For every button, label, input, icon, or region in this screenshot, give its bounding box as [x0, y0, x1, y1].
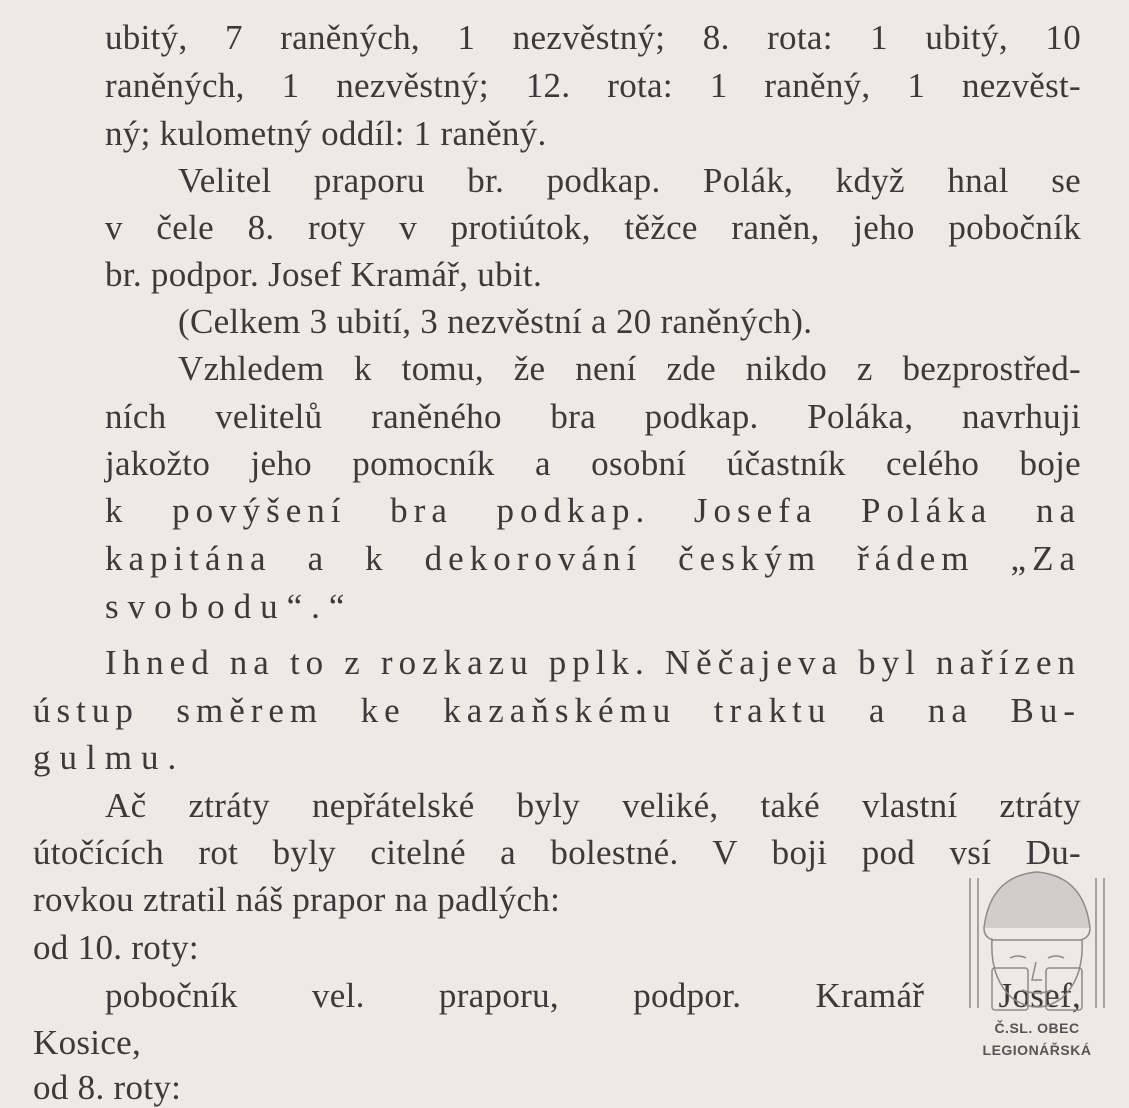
text-line-8: Vzhledem k tomu, že není zde nikdo z bezprostřed- — [178, 349, 1081, 388]
text-line-4: Velitel praporu br. podkap. Polák, když hnal se — [178, 161, 1081, 200]
text-line-14: Ihned na to z rozkazu pplk. Něčajeva byl nařízen — [105, 643, 1081, 682]
text-line-9: ních velitelů raněného bra podkap. Poláka, navrhuji — [105, 397, 1081, 436]
text-line-21: pobočník vel. praporu, podpor. Kramář Josef, — [105, 976, 1081, 1015]
text-line-3: ný; kulometný oddíl: 1 raněný. — [105, 114, 547, 153]
legionnaire-helmet-icon — [962, 858, 1112, 1068]
stamp-line-2: LEGIONÁŘSKÁ — [982, 1042, 1092, 1058]
text-line-5: v čele 8. roty v protiútok, těžce raněn, jeho pobočník — [105, 208, 1081, 247]
legion-society-stamp — [962, 858, 1112, 1068]
stamp-line-1: Č.SL. OBEC — [994, 1020, 1080, 1036]
text-line-1: ubitý, 7 raněných, 1 nezvěstný; 8. rota: 1 ubitý, 10 — [105, 18, 1081, 57]
text-line-19: rovkou ztratil náš prapor na padlých: — [33, 880, 561, 919]
text-line-15: ústup směrem ke kazaňskému traktu a na Bu- — [33, 691, 1081, 730]
text-line-2: raněných, 1 nezvěstný; 12. rota: 1 raněný, 1 nezvěst- — [105, 66, 1081, 105]
text-line-10: jakožto jeho pomocník a osobní účastník celého boje — [105, 444, 1081, 483]
text-line-16: gulmu. — [33, 738, 186, 777]
text-line-20: od 10. roty: — [33, 928, 199, 967]
text-line-17: Ač ztráty nepřátelské byly veliké, také vlastní ztráty — [105, 786, 1081, 825]
text-line-11: k povýšení bra podkap. Josefa Poláka na — [105, 491, 1081, 530]
text-line-7: (Celkem 3 ubití, 3 nezvěstní a 20 raněných). — [178, 302, 813, 341]
text-line-13: svobodu“.“ — [105, 587, 354, 626]
text-line-cut: od 8. roty: — [33, 1068, 182, 1107]
text-line-18: útočících rot byly citelné a bolestné. V boji pod vsí Du- — [33, 833, 1081, 872]
text-line-12: kapitána a k dekorování českým řádem „Za — [105, 539, 1081, 578]
text-line-6: br. podpor. Josef Kramář, ubit. — [105, 255, 543, 294]
text-line-22: Kosice, — [33, 1023, 142, 1062]
